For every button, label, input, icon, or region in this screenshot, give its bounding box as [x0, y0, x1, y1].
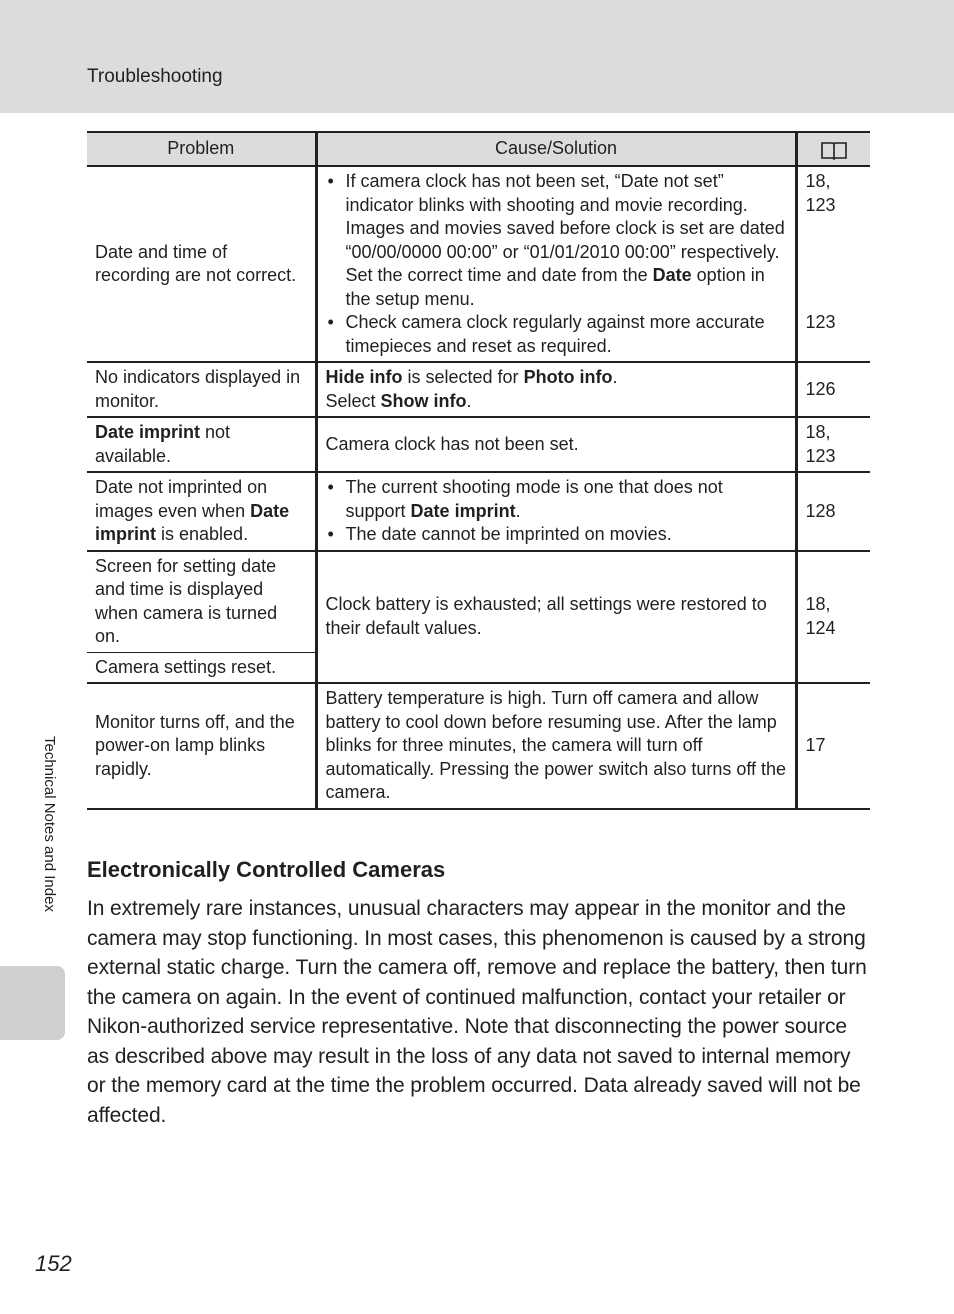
section-label: Troubleshooting [87, 66, 223, 87]
problem-cell: Monitor turns off, and the power-on lamp blinks rapidly. [87, 683, 316, 809]
cause-cell: Camera clock has not been set. [316, 417, 796, 472]
page-ref-cell: 128 [796, 472, 870, 551]
page-ref-cell: 18, 123 123 [796, 166, 870, 362]
cause-cell: Hide info is selected for Photo info. Select Show info. [316, 362, 796, 417]
table-row [87, 362, 870, 417]
sidebar-chapter-label: Technical Notes and Index [41, 736, 58, 912]
cause-bullet: • If camera clock has not been set, “Date not set” indicator blinks with shooting and movie recording. Images and movies saved before clock is set are dated “00/00/0000 00:00” or “01/01/2010 00:00” respectively. Set the correct time and date from the Date option in the setup menu. [326, 170, 787, 311]
problem-cell: Camera settings reset. [87, 652, 316, 683]
table-row [87, 166, 870, 362]
header-page-ref [796, 132, 870, 166]
cause-bullet: • The date cannot be imprinted on movies. [326, 523, 787, 547]
header-band [0, 0, 954, 113]
problem-cell: Date and time of recording are not correct. [87, 166, 316, 362]
cause-cell [316, 166, 796, 362]
cause-bullet: • Check camera clock regularly against more accurate timepieces and reset as required. [326, 311, 787, 358]
table-header-row [87, 132, 870, 166]
table-row [87, 472, 870, 551]
book-icon [821, 140, 847, 160]
cause-cell: Clock battery is exhausted; all settings were restored to their default values. [316, 551, 796, 684]
section-heading: Electronically Controlled Cameras [87, 857, 446, 882]
problem-cell: Screen for setting date and time is displayed when camera is turned on. [87, 551, 316, 653]
page-ref-cell: 18, 123 [796, 417, 870, 472]
troubleshooting-table [87, 131, 870, 810]
page-number: 152 [35, 1251, 72, 1276]
page-ref-cell: 126 [796, 362, 870, 417]
header-cause-solution: Cause/Solution [316, 132, 796, 166]
problem-cell: No indicators displayed in monitor. [87, 362, 316, 417]
sidebar-chapter-tab [0, 966, 65, 1040]
page-ref-cell: 18, 124 [796, 551, 870, 684]
header-problem: Problem [87, 132, 316, 166]
cause-cell: Battery temperature is high. Turn off camera and allow battery to cool down before resuming use. After the lamp blinks for three minutes, the camera will turn off automatically. Pressing the power switch also turns off the camera. [316, 683, 796, 809]
section-body: In extremely rare instances, unusual characters may appear in the monitor and the camera may stop functioning. In most cases, this phenomenon is caused by a strong external static charge. Turn the camera off, remove and replace the battery, then turn the camera on again. In the event of continued malfunction, contact your retailer or Nikon-authorized service representative. Note that disconnecting the power source as described above may result in the loss of any data not saved to internal memory or the memory card at the time the problem occurred. Data already saved will not be affected. [87, 897, 867, 1127]
table-row [87, 417, 870, 472]
problem-cell: Date imprint not available. [87, 417, 316, 472]
page-ref-cell: 17 [796, 683, 870, 809]
table-row [87, 683, 870, 809]
cause-bullet: • The current shooting mode is one that does not support Date imprint. [326, 476, 787, 523]
cause-cell [316, 472, 796, 551]
table-row [87, 551, 870, 653]
problem-cell: Date not imprinted on images even when Date imprint is enabled. [87, 472, 316, 551]
